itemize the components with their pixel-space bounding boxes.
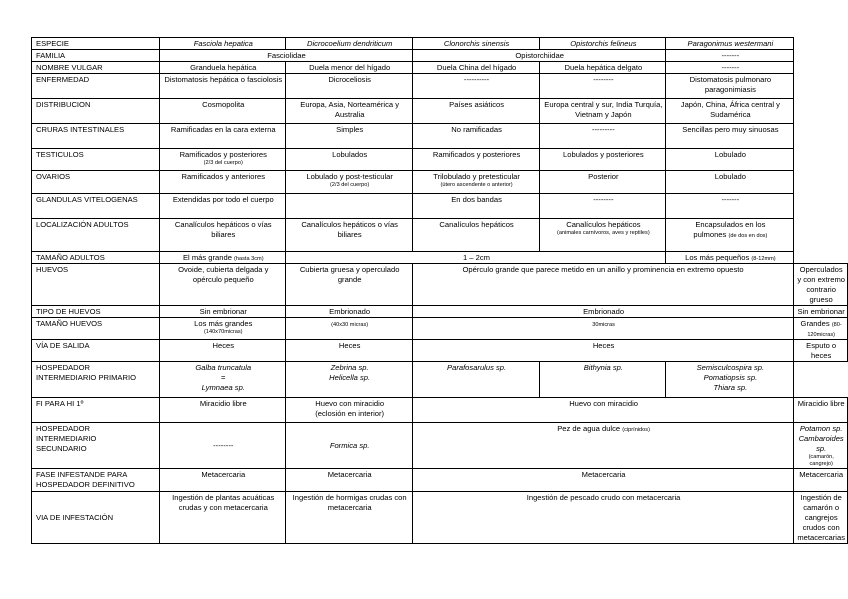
table-cell: -------	[666, 62, 794, 74]
table-cell	[412, 318, 793, 340]
table-cell	[286, 194, 412, 219]
table-cell: En dos bandas	[412, 194, 539, 219]
table-row	[32, 124, 848, 149]
table-row	[32, 252, 848, 264]
row-label-line: INTERMEDIARIO	[36, 434, 97, 443]
cell-text: Pomatiopsis sp.	[703, 373, 758, 382]
table-cell: Bithynia sp.	[540, 362, 666, 398]
table-cell	[160, 252, 286, 264]
table-cell: Ingestión de camarón o cangrejos crudos con metacercarias	[794, 492, 848, 544]
table-row	[32, 99, 848, 124]
cell-text: Thiara sp.	[713, 383, 748, 392]
table-cell: Dicroceliosis	[286, 74, 412, 99]
table-cell: Opérculo grande que parece metido en un anillo y prominencia en extremo opuesto	[412, 264, 793, 306]
table-cell: Lobulado	[666, 149, 794, 171]
cell-text: Semisculcospira sp.	[696, 363, 765, 372]
species-name: Dicrocoelium dendriticum	[286, 38, 412, 50]
table-cell: Sin embrionar	[160, 306, 286, 318]
table-row	[32, 423, 848, 469]
cell-note: (2/3 del cuerpo)	[330, 182, 370, 188]
table-cell	[286, 398, 412, 423]
table-cell: Miracidio libre	[160, 398, 286, 423]
table-row	[32, 264, 848, 306]
table-cell: Granduela hepática	[160, 62, 286, 74]
table-cell: --------	[540, 74, 666, 99]
row-label-line: HOSPEDADOR	[36, 363, 91, 372]
cell-text: Encapsulados en los	[695, 220, 766, 229]
table-cell: Lobulados y posteriores	[540, 149, 666, 171]
cell-text: (eclosión en interior)	[315, 409, 385, 418]
table-cell: Sin embrionar	[794, 306, 848, 318]
cell-text: Helicella sp.	[329, 373, 371, 382]
species-name: Clonorchis sinensis	[412, 38, 539, 50]
table-cell: Lobulados	[286, 149, 412, 171]
table-cell	[794, 318, 848, 340]
cell-note: (ciprínidos)	[622, 427, 650, 433]
table-cell: Metacercaria	[160, 469, 286, 492]
table-cell: Metacercaria	[794, 469, 848, 492]
table-cell: Parafosarulus sp.	[412, 362, 539, 398]
table-cell	[412, 423, 793, 469]
table-cell	[286, 171, 412, 194]
table-row	[32, 362, 848, 398]
table-cell: Ingestión de plantas acuáticas crudas y con metacercaria	[160, 492, 286, 544]
table-cell: Europa central y sur, India Turquía, Vietnam y Japón	[540, 99, 666, 124]
cell-note: (de dos en dos)	[728, 233, 768, 239]
table-cell: ----------	[412, 74, 539, 99]
row-label	[32, 423, 160, 469]
table-cell	[666, 252, 794, 264]
table-cell: Canalículos hepáticos o vías biliares	[160, 219, 286, 252]
cell-text: Pez de agua dulce	[557, 424, 621, 433]
header-label: ESPECIE	[32, 38, 160, 50]
table-cell: No ramificadas	[412, 124, 539, 149]
table-cell: Japón, China, África central y Sudamérica	[666, 99, 794, 124]
cell-text: =	[221, 373, 226, 382]
row-label	[32, 469, 160, 492]
table-cell	[286, 362, 412, 398]
row-label-line: HOSPEDADOR DEFINITIVO	[36, 480, 135, 489]
row-label: LOCALIZACIÓN ADULTOS	[32, 219, 160, 252]
table-cell	[666, 219, 794, 252]
table-row	[32, 74, 848, 99]
header-row	[32, 38, 848, 50]
table-cell: ---------	[540, 124, 666, 149]
table-cell	[286, 318, 412, 340]
table-cell: Distomatosis hepática o fasciolosis	[160, 74, 286, 99]
table-row	[32, 149, 848, 171]
table-row	[32, 219, 848, 252]
cell-text: Ramificados y posteriores	[179, 150, 267, 159]
table-cell: Simples	[286, 124, 412, 149]
cell-text: Lobulado y post-testicular	[306, 172, 393, 181]
table-cell: Lobulado	[666, 171, 794, 194]
cell-note: (animales carnívoros, aves y reptiles)	[557, 230, 650, 236]
row-label: FI PARA HI 1º	[32, 398, 160, 423]
table-cell: Ingestión de hormigas crudas con metacercaria	[286, 492, 412, 544]
cell-note: (40x30 micras)	[331, 322, 369, 328]
row-label-line: INTERMEDIARIO PRIMARIO	[36, 373, 136, 382]
row-label-line: HOSPEDADOR	[36, 424, 91, 433]
table-cell	[540, 219, 666, 252]
row-label: GLANDULAS VITELOGENAS	[32, 194, 160, 219]
table-row	[32, 469, 848, 492]
table-row	[32, 171, 848, 194]
table-row	[32, 194, 848, 219]
table-cell: Embrionado	[412, 306, 793, 318]
row-label: VÍA DE SALIDA	[32, 340, 160, 362]
table-cell	[794, 423, 848, 469]
table-cell: Ingestión de pescado crudo con metacercaria	[412, 492, 793, 544]
cell-note: (80-120micras)	[807, 322, 842, 338]
cell-note: (8-12mm)	[751, 256, 776, 262]
row-label: VIA DE INFESTACIÓN	[32, 492, 160, 544]
table-cell: -------	[666, 194, 794, 219]
table-cell: Metacercaria	[286, 469, 412, 492]
table-cell: Embrionado	[286, 306, 412, 318]
cell-text: Trilobulado y pretesticular	[433, 172, 520, 181]
cell-text: El más grande	[182, 253, 232, 262]
row-label: TIPO DE HUEVOS	[32, 306, 160, 318]
table-row	[32, 340, 848, 362]
table-cell: Opistorchiidae	[412, 50, 666, 62]
row-label: FAMILIA	[32, 50, 160, 62]
cell-text: pulmones	[693, 230, 727, 239]
row-label-line: SECUNDARIO	[36, 444, 87, 453]
cell-text: Grandes	[800, 319, 830, 328]
table-cell	[160, 362, 286, 398]
table-cell	[666, 362, 794, 398]
table-cell	[412, 171, 539, 194]
table-cell: Europa, Asia, Norteamérica y Australia	[286, 99, 412, 124]
cell-text: Zebrina sp.	[330, 363, 369, 372]
row-label: TAMAÑO HUEVOS	[32, 318, 160, 340]
table-cell: Ramificados y posteriores	[412, 149, 539, 171]
table-cell: Huevo con miracidio	[412, 398, 793, 423]
table-cell: Sencillas pero muy sinuosas	[666, 124, 794, 149]
table-cell: Heces	[286, 340, 412, 362]
table-cell: --------	[160, 423, 286, 469]
table-cell: Cubierta gruesa y operculado grande	[286, 264, 412, 306]
cell-note: (útero ascendente o anterior)	[440, 182, 513, 188]
table-cell: Países asiáticos	[412, 99, 539, 124]
table-cell: Miracidio libre	[794, 398, 848, 423]
table-cell: Duela menor del hígado	[286, 62, 412, 74]
table-row	[32, 50, 848, 62]
cell-note: (2/3 del cuerpo)	[203, 160, 243, 166]
cell-text: Los más pequeños	[685, 253, 750, 262]
table-cell: Ovoide, cubierta delgada y opérculo pequeño	[160, 264, 286, 306]
cell-text: Lymnaea sp.	[201, 383, 245, 392]
table-cell: -------	[666, 50, 794, 62]
table-cell: Fasciolidae	[160, 50, 413, 62]
row-label: OVARIOS	[32, 171, 160, 194]
table-row	[32, 398, 848, 423]
cell-text: Galba truncatula	[195, 363, 252, 372]
table-cell: --------	[540, 194, 666, 219]
table-cell: Duela China del hígado	[412, 62, 539, 74]
table-row	[32, 306, 848, 318]
table-cell: Ramificadas en la cara externa	[160, 124, 286, 149]
cell-note: (hasta 3cm)	[234, 256, 264, 262]
table-cell	[160, 149, 286, 171]
cell-note: 30micras	[592, 322, 615, 328]
table-cell: Extendidas por todo el cuerpo	[160, 194, 286, 219]
table-cell: Formica sp.	[286, 423, 412, 469]
cell-note: (140x70micras)	[203, 329, 243, 335]
table-cell	[160, 318, 286, 340]
row-label-line: FASE INFESTANDE PARA	[36, 470, 128, 479]
table-cell: Metacercaria	[412, 469, 793, 492]
cell-text: Canalículos hepáticos	[566, 220, 641, 229]
table-cell: Ramificados y anteriores	[160, 171, 286, 194]
table-cell: Esputo o heces	[794, 340, 848, 362]
row-label: HUEVOS	[32, 264, 160, 306]
cell-text: Potamon sp.	[799, 424, 843, 433]
row-label: DISTRIBUCION	[32, 99, 160, 124]
cell-text: Los más grandes	[194, 319, 253, 328]
table-row	[32, 492, 848, 544]
row-label: ENFERMEDAD	[32, 74, 160, 99]
row-label: TAMAÑO ADULTOS	[32, 252, 160, 264]
table-cell: Canalículos hepáticos	[412, 219, 539, 252]
table-cell: Canalículos hepáticos o vías biliares	[286, 219, 412, 252]
row-label: TESTICULOS	[32, 149, 160, 171]
table-cell: Duela hepática delgato	[540, 62, 666, 74]
species-name: Opistorchis felineus	[540, 38, 666, 50]
species-name: Paragonimus westermani	[666, 38, 794, 50]
table-row	[32, 318, 848, 340]
cell-text: Huevo con miracidio	[315, 399, 385, 408]
table-cell: Heces	[160, 340, 286, 362]
cell-note: (camarón, cangrejo)	[808, 454, 834, 467]
table-cell: 1 – 2cm	[286, 252, 666, 264]
row-label: CRURAS INTESTINALES	[32, 124, 160, 149]
species-name: Fasciola hepatica	[160, 38, 286, 50]
row-label	[32, 362, 160, 398]
table-row	[32, 62, 848, 74]
table-cell: Cosmopolita	[160, 99, 286, 124]
cell-text: Cambaroides sp.	[798, 434, 844, 453]
table-cell: Heces	[412, 340, 793, 362]
parasite-comparison-table	[31, 37, 848, 544]
table-cell: Operculados y con extremo contrario grueso	[794, 264, 848, 306]
table-cell: Distomatosis pulmonaro paragonimiasis	[666, 74, 794, 99]
row-label: NOMBRE VULGAR	[32, 62, 160, 74]
table-cell: Posterior	[540, 171, 666, 194]
